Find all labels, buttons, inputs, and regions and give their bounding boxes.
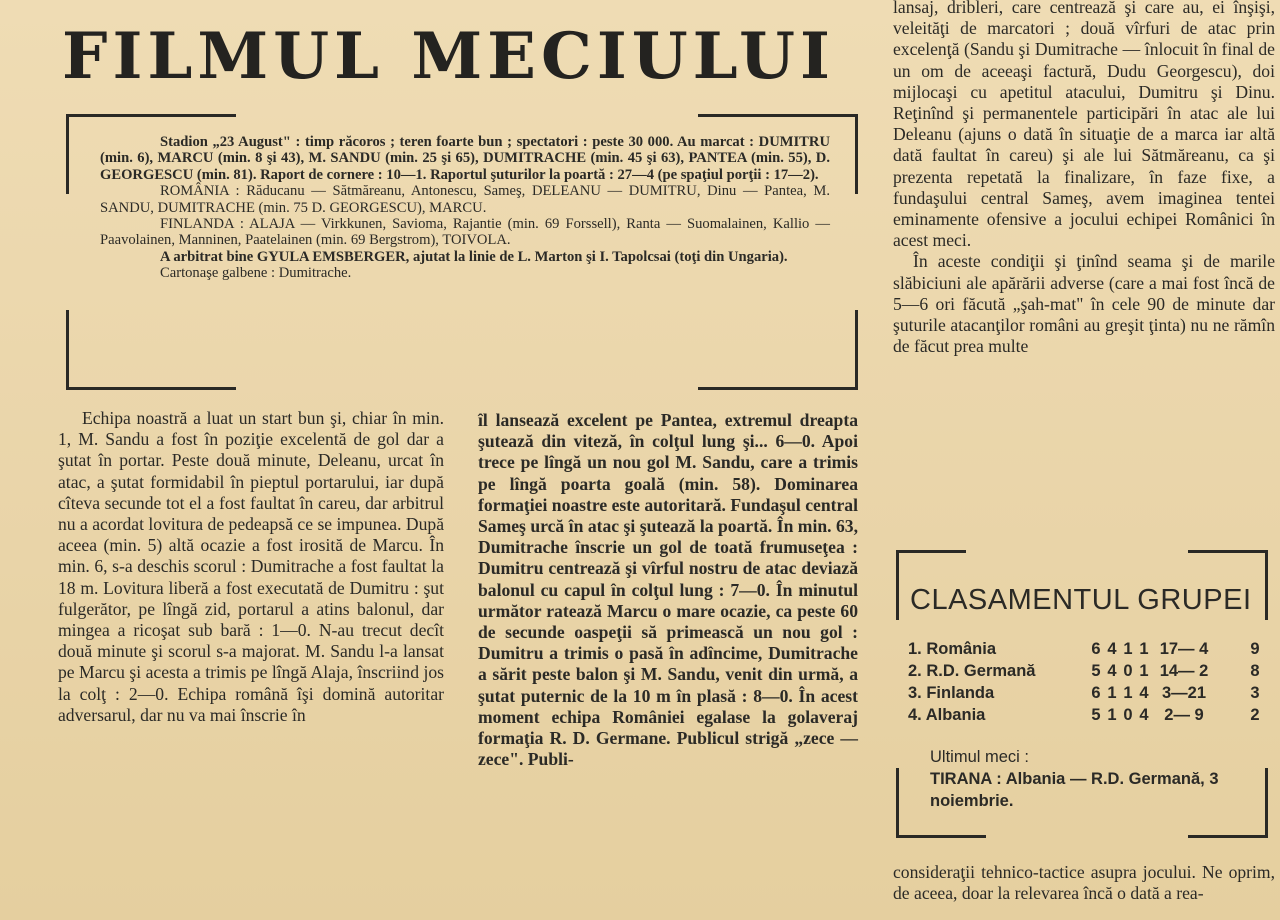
info-paragraph-stadium: Stadion „23 August" : timp răcoros ; teren foarte bun ; spectatori : peste 30 000. Au marcat : DUMITRU (min. 6), MARCU (min. 8 şi 43), M. SANDU (min. 25 şi 65), DUMITRACHE (min. 45 şi 63), PANTEA (min. 55), D. GEORGESCU (min. 81). Raport de cornere : 10—1. Raportul şuturilor la poartă : 27—4 (pe spaţiul porţii : 17—2). (100, 134, 830, 183)
match-info-text (100, 134, 830, 282)
column-3-paragraph-1: lansaj, dribleri, care centrează şi care au, ei înşişi, veleităţi de marcatori ; două vîrfuri de atac prin excelenţă (Sandu şi Dumitrache — înlocuit în final de un om de aceeaşi factură, Dudu Georgescu), doi mijlocaşi cu apetitul atacului, Dumitru şi Dinu. Reţinînd şi permanentele participări în atac ale lui Deleanu (ajuns o dată în situaţie de a marca iar altă dată faultat în careu) şi ale lui Sătmăreanu, ca şi prezenta repetată la finalizare, în faze fixe, a fundaşului central Sameş, avem imaginea tentei eminamente ofensive a jocului echipei Românici în acest meci. (893, 0, 1275, 251)
group-standings-box: CLASAMENTUL GRUPEI 1. România 6 4 1 1 17— 4 9 2. R.D. Germană 5 4 0 1 14— 2 8 3. Finlanda 6 1 1 4 3—21 3 4. Albania 5 1 0 4 2— 9 2 Ultimul meci : TIRANA : Albania — R.D. Germană, 3 noiembrie. (896, 550, 1268, 838)
column-3-paragraph-2: În aceste condiţii şi ţinînd seama şi de marile slăbiciuni ale apărării adverse (care a mai fost încă de 5—6 ori făcută „şah-mat" în cele 90 de minute dar şuturile atacanţilor români au greşit ţinta) nu ne rămîn de făcut prea multe (893, 251, 1275, 357)
last-match-text: TIRANA : Albania — R.D. Germană, 3 noiembrie. (930, 770, 1219, 810)
last-match-label: Ultimul meci : (930, 748, 1030, 766)
info-paragraph-romania: ROMÂNIA : Răducanu — Sătmăreanu, Antonescu, Sameş, DELEANU — DUMITRU, Dinu — Pantea, M. SANDU, DUMITRACHE (min. 75 D. GEORGESCU), MARCU. (100, 183, 830, 216)
info-paragraph-referee: A arbitrat bine GYULA EMSBERGER, ajutat la linie de L. Marton şi I. Tapolcsai (toţi din Ungaria). (160, 248, 788, 265)
article-column-3 (893, 0, 1275, 357)
article-column-2: îl lansează excelent pe Pantea, extremul dreapta şutează din viteză, în colţul lung şi... 6—0. Apoi trece pe lîngă un nou gol M. Sandu, care a trimis pe lîngă poarta goală (min. 58). Dominarea formaţiei noastre este autoritară. Fundaşul central Sameş urcă în atac şi şutează la poartă. În min. 63, Dumitrache înscrie un gol de toată frumuseţea : Dumitru centrează şi vîrful nostru de atac deviază balonul cu capul în colţul lung : 7—0. În minutul următor ratează Marcu o mare ocazie, ca peste 60 de secunde oaspeţii să primească un nou gol : Dumitru a trimis o pasă în adîncime, Dumitrache a sărit peste balon şi M. Sandu, venit din urmă, a şutat puternic de la 10 m în plasă : 8—0. În acest moment echipa României egalase la golaveraj formaţia R. D. Germane. Publicul strigă „zece — zece". Publi- (478, 410, 858, 770)
headline: FILMUL MECIULUI (62, 19, 835, 94)
article-column-1: Echipa noastră a luat un start bun şi, chiar în min. 1, M. Sandu a fost în poziţie excelentă de gol dar a şutat în portar. Peste două minute, Deleanu, urcat în atac, a şutat formidabil în pieptul portarului, iar după cîteva secunde tot el a fost faultat în careu, dar arbitrul nu a acordat lovitura de pedeapsă ce se impunea. După aceea (min. 5) altă ocazie a fost irosită de Marcu. În min. 6, s-a deschis scorul : Dumitrache a fost faultat la 18 m. Lovitura liberă a fost executată de Dumitru : şut fulgerător, pe lîngă zid, portarul a atins balonul, dar mingea a ricoşat sub bară : 1—0. N-au trecut decît două minute şi scorul s-a majorat. M. Sandu l-a lansat pe Marcu şi acesta a trimis pe lîngă Alaja, înscriind jos la colţ : 2—0. Echipa română îşi domină autoritar adversarul, dar nu va mai înscrie în (58, 408, 444, 725)
standings-title: CLASAMENTUL GRUPEI (910, 584, 1252, 616)
info-paragraph-cards: Cartonaşe galbene : Dumitrache. (160, 265, 352, 282)
article-column-3-continuation: consideraţii tehnico-tactice asupra jocului. Ne oprim, de aceea, doar la relevarea încă o dată a rea- (893, 862, 1275, 904)
info-paragraph-finland: FINLANDA : ALAJA — Virkkunen, Savioma, Rajantie (min. 69 Forssell), Ranta — Suomalainen, Kallio — Paavolainen, Manninen, Paatelainen (min. 69 Bergstrom), TOIVOLA. (100, 216, 830, 249)
